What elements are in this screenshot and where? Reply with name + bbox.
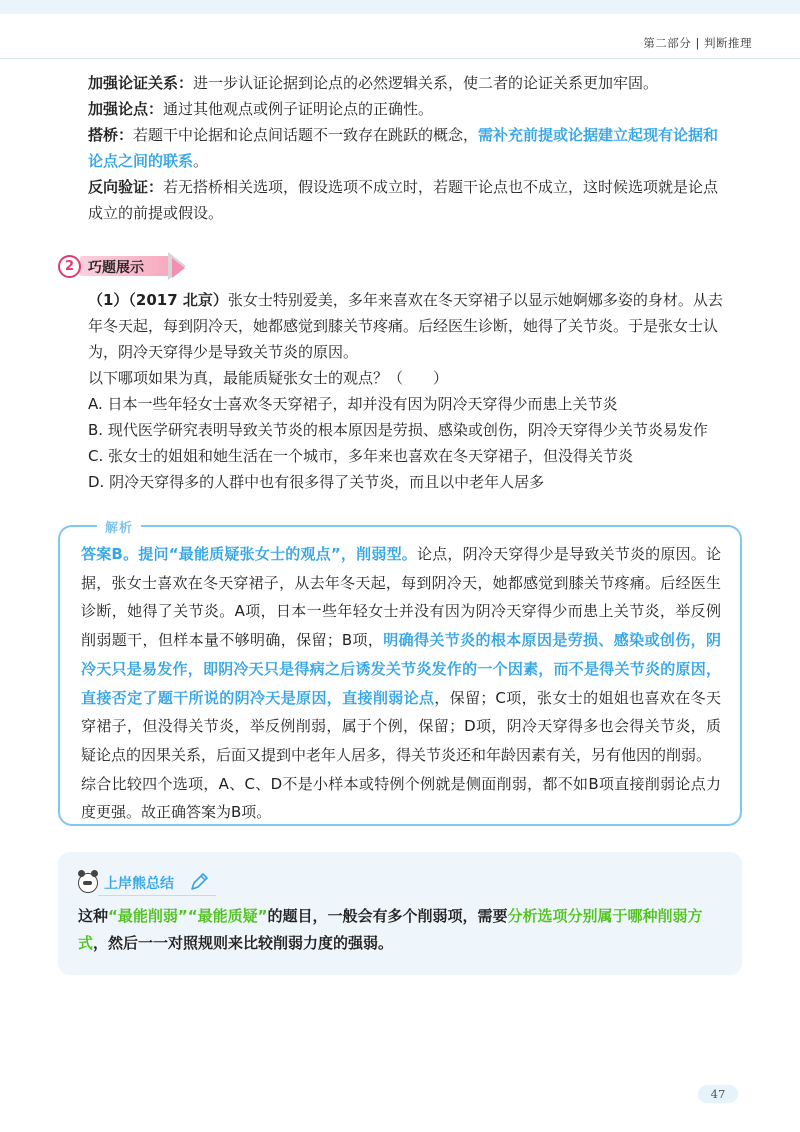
definition-item — [88, 70, 728, 96]
definition-term: 搭桥： — [88, 126, 134, 144]
definition-highlight: 需补充前提或论据建立起现有论据和论点之间的联系 — [88, 126, 719, 170]
definition-term: 加强论证关系： — [88, 74, 194, 92]
summary-quote-2: “最能质疑” — [187, 907, 268, 925]
header-band — [0, 0, 800, 14]
header-divider — [0, 58, 800, 59]
summary-text-start: 这种 — [78, 907, 109, 925]
analysis-text — [81, 540, 721, 827]
question-prompt: 以下哪项如果为真，最能质疑张女士的观点？（ ） — [88, 369, 449, 387]
running-header: 第二部分 | 判断推理 — [643, 36, 752, 50]
analysis-body-end: ，保留；C项，张女士的姐姐也喜欢在冬天穿裙子，但没得关节炎，举反例削弱，属于个例，保留；D项，阴冷天穿得多也会得关节炎，质疑论点的因果关系，后面又提到中老年人居多，得关节炎还和年龄因素有关，另有他因的削弱。 — [81, 688, 721, 764]
arrow-accent-icon — [172, 258, 185, 278]
summary-text-mid: 的题目，一般会有多个削弱项，需要 — [267, 907, 508, 925]
summary-paragraph — [78, 903, 718, 957]
question-stem — [88, 287, 728, 365]
section-heading — [58, 254, 188, 278]
section-title: 巧题展示 — [88, 260, 144, 276]
definition-text: 进一步认证论据到论点的必然逻辑关系，使二者的论证关系更加牢固。 — [193, 74, 659, 92]
definition-item — [88, 122, 728, 174]
summary-quote-1: “最能削弱” — [108, 907, 188, 925]
summary-text-end: ，然后一一对照规则来比较削弱力度的强弱。 — [93, 934, 394, 952]
analysis-body: 论点，阴冷天穿得少是导致关节炎的原因。论据，张女士喜欢在冬天穿裙子，从去年冬天起，每到阴冷天，她都感觉到膝关节疼痛。后经医生诊断，她得了关节炎。A项，日本一些年轻女士并没有因为阴冷天穿得少而患上关节炎，举反例削弱题干，但样本量不够明确，保留；B项， — [81, 545, 721, 650]
definition-item — [88, 96, 728, 122]
analysis-paragraph — [81, 540, 721, 770]
pencil-icon — [188, 871, 210, 893]
definition-item — [88, 174, 728, 226]
question-block — [88, 287, 728, 495]
section-number-badge: 2 — [58, 255, 81, 278]
definition-text: 通过其他观点或例子证明论点的正确性。 — [163, 100, 434, 118]
definition-text: 若无搭桥相关选项，假设选项不成立时，若题干论点也不成立，这时候选项就是论点成立的前提或假设。 — [88, 178, 719, 222]
page-number: 47 — [698, 1085, 738, 1103]
analysis-conclusion: 综合比较四个选项，A、C、D不是小样本或特例个例就是侧面削弱，都不如B项直接削弱论点力度更强。故正确答案为B项。 — [81, 774, 721, 822]
summary-title: 上岸熊总结 — [104, 876, 174, 892]
option-b: B. 现代医学研究表明导致关节炎的根本原因是劳损、感染或创伤，阴冷天穿得少关节炎易发作 — [88, 421, 708, 439]
definition-text-end: 。 — [193, 152, 209, 170]
option-c: C. 张女士的姐姐和她生活在一个城市，多年来也喜欢在冬天穿裙子，但没得关节炎 — [88, 447, 634, 465]
summary-highlight: 分析选项分别属于哪种削弱方式 — [78, 907, 703, 952]
question-stem-text: 张女士特别爱美，多年来喜欢在冬天穿裙子以显示她婀娜多姿的身材。从去年冬天起，每到阴冷天，她都感觉到膝关节疼痛。后经医生诊断，她得了关节炎。于是张女士认为，阴冷天穿得少是导致关节炎的原因。 — [88, 291, 723, 361]
analysis-highlight: 明确得关节炎的根本原因是劳损、感染或创伤，阴冷天只是易发作，即阴冷天只是得病之后诱发关节炎发作的一个因素，而不是得关节炎的原因，直接否定了题干所说的阴冷天是原因，直接削弱论点 — [81, 631, 721, 707]
definition-text: 若题干中论据和论点间话题不一致存在跳跃的概念， — [133, 126, 479, 144]
definitions-block — [88, 70, 728, 226]
question-source: （1）（2017 北京） — [88, 291, 228, 309]
summary-underline — [98, 895, 216, 896]
analysis-tag: 解析 — [97, 517, 141, 536]
summary-text — [78, 903, 718, 957]
option-a: A. 日本一些年轻女士喜欢冬天穿裙子，却并没有因为阴冷天穿得少而患上关节炎 — [88, 395, 618, 413]
definition-term: 反向验证： — [88, 178, 164, 196]
option-d: D. 阴冷天穿得多的人群中也有很多得了关节炎，而且以中老年人居多 — [88, 473, 545, 491]
bear-mascot-icon — [78, 873, 98, 893]
summary-heading — [78, 871, 218, 895]
definition-term: 加强论点： — [88, 100, 164, 118]
answer-lead: 答案B。提问“最能质疑张女士的观点”，削弱型。 — [81, 545, 417, 563]
